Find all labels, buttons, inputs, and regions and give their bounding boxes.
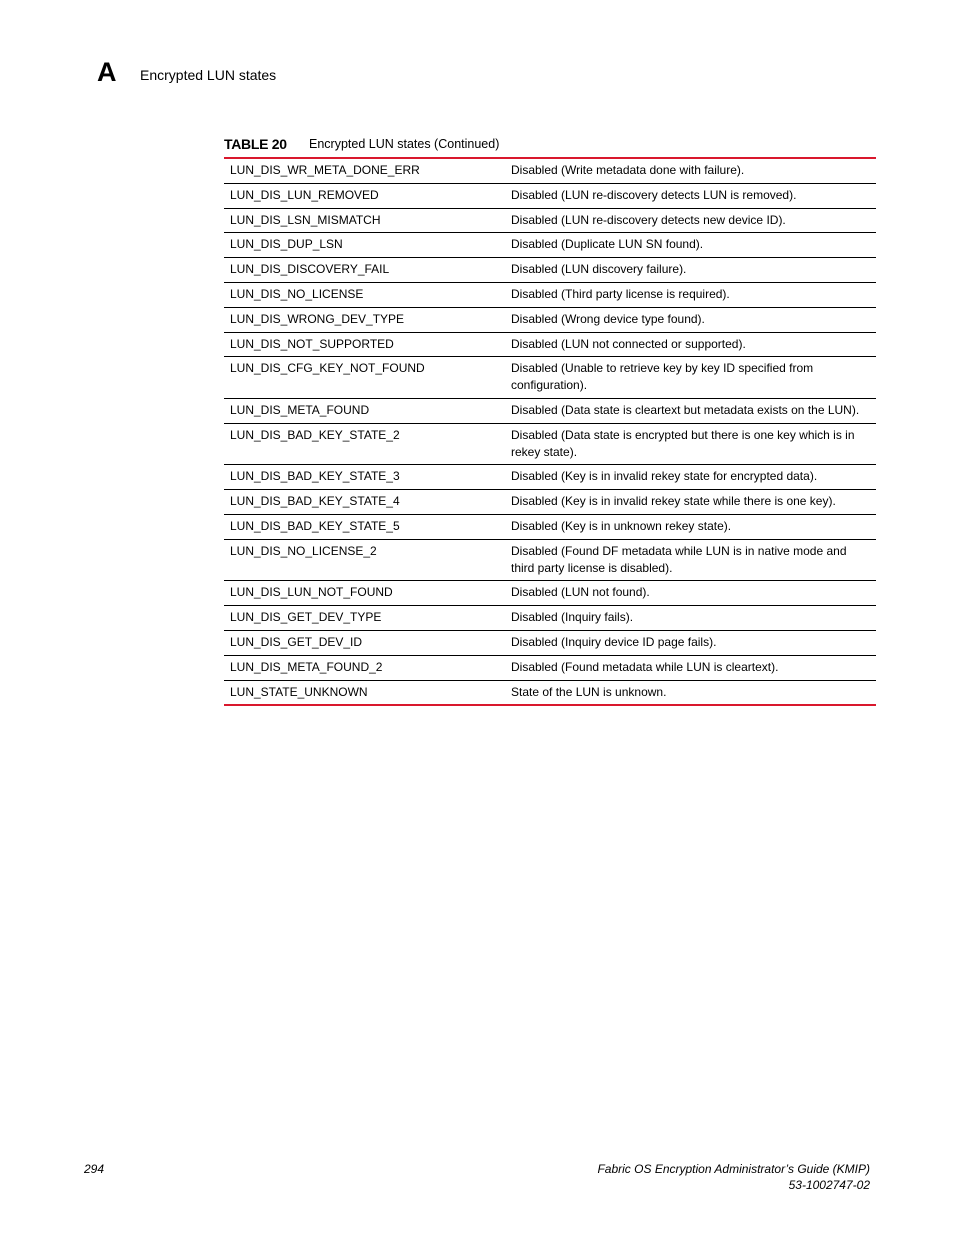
lun-state-name: LUN_DIS_DUP_LSN	[224, 233, 504, 258]
table-row	[224, 490, 876, 515]
table-row	[224, 423, 876, 465]
lun-state-description: Disabled (Write metadata done with failure).	[504, 159, 876, 183]
lun-states-table	[224, 157, 876, 706]
table-row	[224, 233, 876, 258]
table-row	[224, 282, 876, 307]
lun-state-description: State of the LUN is unknown.	[511, 684, 667, 699]
lun-state-name: LUN_DIS_NOT_SUPPORTED	[224, 332, 504, 357]
table-row	[224, 357, 876, 399]
lun-state-name: LUN_DIS_WR_META_DONE_ERR	[224, 159, 504, 183]
table-row	[224, 258, 876, 283]
lun-state-name: LUN_DIS_GET_DEV_ID	[224, 630, 504, 655]
doc-number: 53-1002747-02	[788, 1177, 870, 1192]
lun-state-name: LUN_DIS_DISCOVERY_FAIL	[224, 258, 504, 283]
lun-state-description: Disabled (Inquiry fails).	[504, 606, 876, 631]
lun-state-description: Disabled (Duplicate LUN SN found).	[504, 233, 876, 258]
chapter-letter: A	[97, 57, 117, 87]
table-row	[224, 183, 876, 208]
table-row	[224, 539, 876, 581]
table-row	[224, 307, 876, 332]
footer-doc-info	[597, 1162, 870, 1193]
lun-state-name: LUN_DIS_META_FOUND_2	[224, 655, 504, 680]
page-number: 294	[84, 1162, 105, 1176]
lun-state-description: Disabled (Data state is cleartext but metadata exists on the LUN).	[504, 398, 876, 423]
table-row	[224, 630, 876, 655]
lun-state-name: LUN_DIS_NO_LICENSE	[224, 282, 504, 307]
lun-state-description: Disabled (Data state is encrypted but there is one key which is in rekey state).	[504, 423, 876, 465]
lun-state-name: LUN_DIS_LSN_MISMATCH	[224, 208, 504, 233]
table-row	[224, 581, 876, 606]
lun-state-name: LUN_DIS_WRONG_DEV_TYPE	[224, 307, 504, 332]
lun-state-description: Disabled (LUN discovery failure).	[504, 258, 876, 283]
lun-state-name: LUN_DIS_LUN_NOT_FOUND	[224, 581, 504, 606]
lun-state-description: Disabled (LUN not connected or supported).	[504, 332, 876, 357]
table-title: Encrypted LUN states (Continued)	[309, 137, 500, 151]
table-row	[224, 680, 876, 704]
lun-state-description: Disabled (Key is in invalid rekey state for encrypted data).	[504, 465, 876, 490]
table-row	[224, 514, 876, 539]
lun-state-description: Disabled (Key is in invalid rekey state while there is one key).	[504, 490, 876, 515]
lun-state-name: LUN_DIS_GET_DEV_TYPE	[224, 606, 504, 631]
table-row	[224, 465, 876, 490]
table-body	[224, 159, 876, 704]
lun-state-description: Disabled (Wrong device type found).	[504, 307, 876, 332]
table-caption	[224, 135, 876, 157]
lun-state-name: LUN_DIS_BAD_KEY_STATE_3	[224, 465, 504, 490]
lun-state-name: LUN_DIS_NO_LICENSE_2	[224, 539, 504, 581]
lun-state-name: LUN_DIS_BAD_KEY_STATE_2	[224, 423, 504, 465]
section-title: Encrypted LUN states	[140, 67, 277, 83]
lun-state-description: Disabled (Unable to retrieve key by key ID specified from configuration).	[504, 357, 876, 399]
lun-state-name: LUN_DIS_META_FOUND	[224, 398, 504, 423]
lun-state-name: LUN_DIS_BAD_KEY_STATE_5	[224, 514, 504, 539]
lun-state-name: LUN_DIS_BAD_KEY_STATE_4	[224, 490, 504, 515]
table-row	[224, 332, 876, 357]
lun-state-description: Disabled (Found DF metadata while LUN is in native mode and third party license is disabled).	[504, 539, 876, 581]
doc-title: Fabric OS Encryption Administrator’s Guide (KMIP)	[597, 1162, 870, 1176]
lun-state-description: Disabled (Found metadata while LUN is cleartext).	[504, 655, 876, 680]
lun-state-description: Disabled (Third party license is required).	[504, 282, 876, 307]
table-row	[224, 606, 876, 631]
table-row	[224, 208, 876, 233]
table-row	[224, 398, 876, 423]
lun-state-description: Disabled (LUN re-discovery detects new device ID).	[504, 208, 876, 233]
lun-state-name: LUN_DIS_LUN_REMOVED	[224, 183, 504, 208]
lun-state-description: Disabled (Inquiry device ID page fails).	[504, 630, 876, 655]
lun-state-description: Disabled (LUN re-discovery detects LUN is removed).	[504, 183, 876, 208]
lun-state-name: LUN_STATE_UNKNOWN	[230, 684, 368, 699]
lun-state-description: Disabled (Key is in unknown rekey state).	[504, 514, 876, 539]
lun-state-name: LUN_DIS_CFG_KEY_NOT_FOUND	[224, 357, 504, 399]
table-row	[224, 655, 876, 680]
table-number: TABLE 20	[224, 136, 287, 152]
table-row	[224, 159, 876, 183]
lun-state-description: Disabled (LUN not found).	[504, 581, 876, 606]
